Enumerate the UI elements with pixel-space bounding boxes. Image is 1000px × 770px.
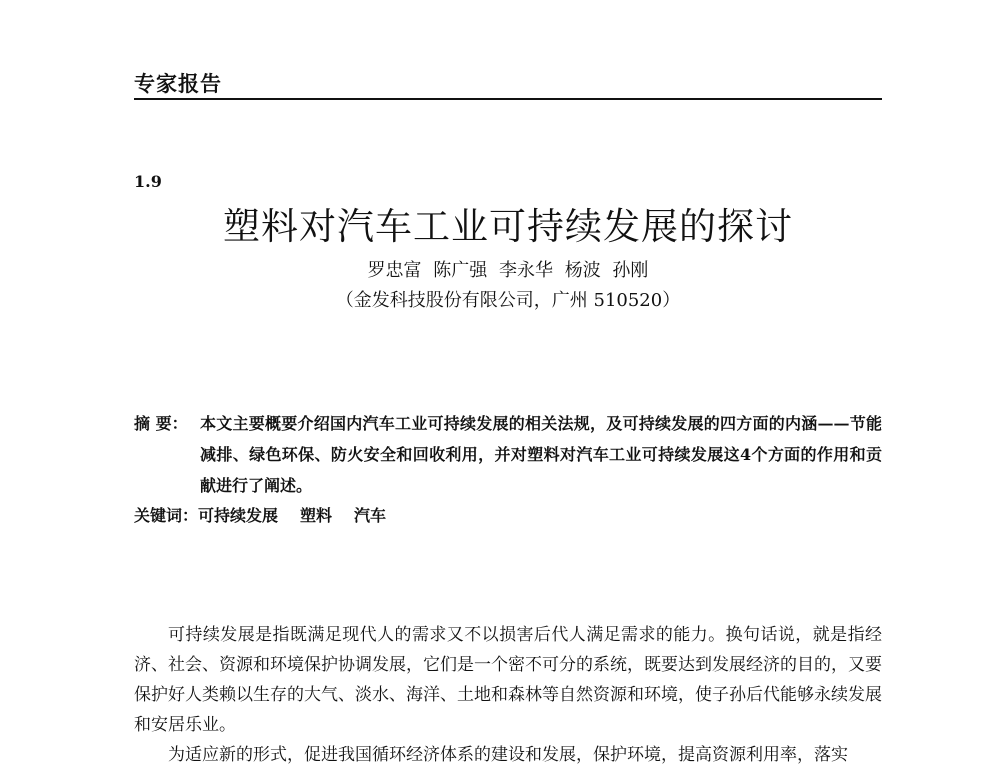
author-list: 罗忠富 陈广强 李永华 杨波 孙刚 bbox=[367, 260, 649, 281]
body-paragraph: 为适应新的形式，促进我国循环经济体系的建设和发展，保护环境，提高资源利用率，落实 bbox=[168, 745, 848, 765]
paper-title: 塑料对汽车工业可持续发展的探讨 bbox=[223, 205, 793, 248]
running-header: 专家报告 bbox=[134, 71, 222, 96]
keyword-item: 可持续发展 bbox=[198, 506, 279, 525]
author-affiliation: （金发科技股份有限公司，广州 510520） bbox=[335, 290, 681, 311]
keyword-item: 塑料 bbox=[300, 506, 333, 525]
section-number: 1.9 bbox=[134, 172, 162, 191]
keywords-block bbox=[134, 502, 882, 530]
keywords-label: 关键词： bbox=[134, 506, 199, 525]
header-rule bbox=[134, 98, 882, 100]
abstract-text: 本文主要概要介绍国内汽车工业可持续发展的相关法规，及可持续发展的四方面的内涵——节能减排、绿色环保、防火安全和回收利用，并对塑料对汽车工业可持续发展这4个方面的作用和贡献进行了阐述。 bbox=[200, 414, 882, 495]
keyword-item: 汽车 bbox=[354, 506, 387, 525]
body-paragraph: 可持续发展是指既满足现代人的需求又不以损害后代人满足需求的能力。换句话说，就是指经济、社会、资源和环境保护协调发展，它们是一个密不可分的系统，既要达到发展经济的目的，又要保护好人类赖以生存的大气、淡水、海洋、土地和森林等自然资源和环境，使子孙后代能够永续发展和安居乐业。 bbox=[134, 625, 882, 735]
abstract-block bbox=[134, 408, 882, 501]
body-text bbox=[134, 620, 882, 770]
abstract-label: 摘 要： bbox=[134, 414, 188, 433]
